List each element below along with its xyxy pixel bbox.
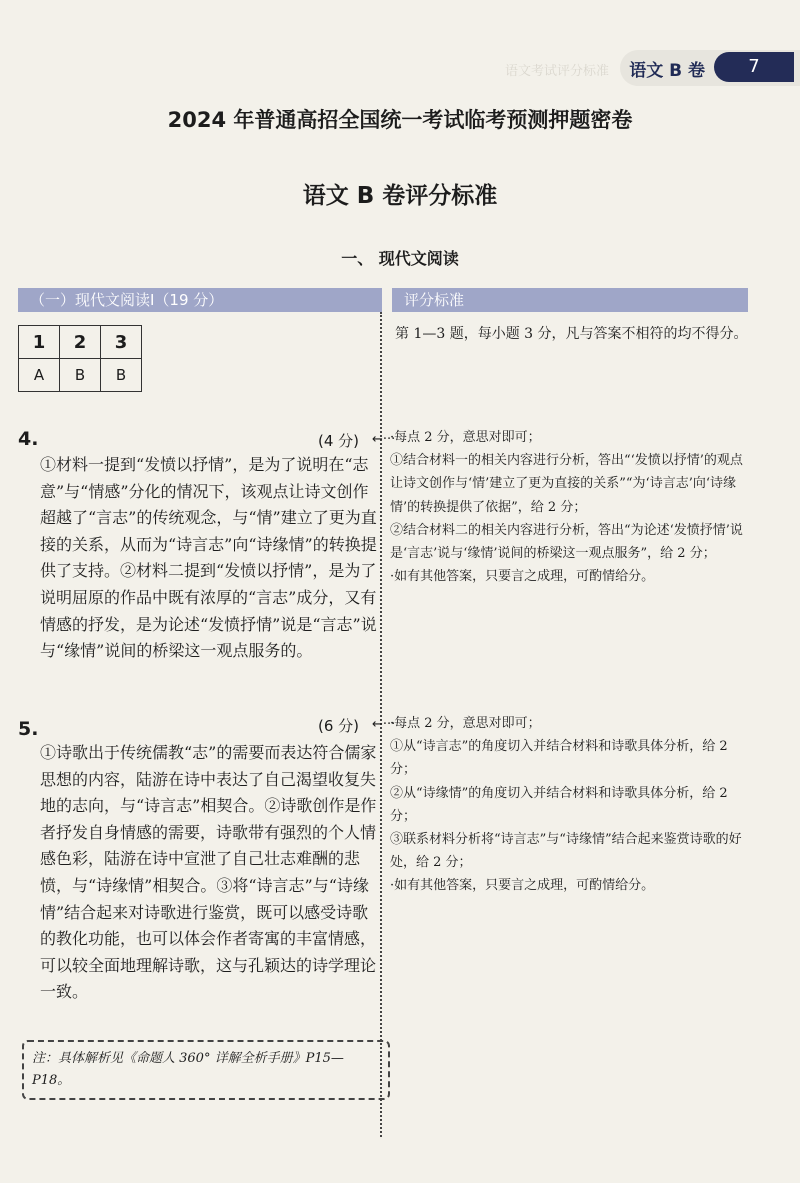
question-number: 2 [60,326,101,359]
question-5-arrow: ←··· [372,717,396,732]
criteria-bar: 评分标准 [392,288,748,312]
exam-title: 2024 年普通高招全国统一考试临考预测押题密卷 [167,108,633,132]
criteria-line: ②从“诗缘情”的角度切入并结合材料和诗歌具体分析，给 2 分； [390,785,728,824]
question-5-criteria [390,712,752,898]
choice-answer-table [18,325,142,392]
scoring-title: 语文 B 卷评分标准 [302,183,498,209]
question-4-points: (4 分) [318,432,360,450]
section-heading: 一、 现代文阅读 [341,249,459,268]
page-number: 7 [714,52,794,82]
criteria-line: ·每点 2 分，意思对即可； [390,716,541,731]
question-4-number: 4. [18,428,39,450]
reading-section-bar: （一）现代文阅读Ⅰ（19 分） [18,288,382,312]
criteria-line: ①从“诗言志”的角度切入并结合材料和诗歌具体分析，给 2 分； [390,739,728,778]
criteria-line: ·每点 2 分，意思对即可； [390,430,541,445]
question-number: 1 [19,326,60,359]
question-4-answer: ①材料一提到“发愤以抒情”，是为了说明在“志意”与“情感”分化的情况下，该观点让诗文创作超越了“言志”的传统观念，与“情”建立了更为直接的关系，从而为“诗言志”向“诗缘情”的转换提供了支持。②材料二提到“发愤以抒情”，是为了说明屈原的作品中既有浓厚的“言志”成分，又有情感的抒发，是为论述“发愤抒情”说是“言志”说与“缘情”说间的桥梁这一观点服务的。 [40,455,377,661]
criteria-line: ·如有其他答案，只要言之成理，可酌情给分。 [390,878,655,894]
criteria-line: ③联系材料分析将“诗言志”与“诗缘情”结合起来鉴赏诗歌的好处，给 2 分； [390,832,742,871]
criteria-line: ①结合材料一的相关内容进行分析，答出“‘发愤以抒情’的观点让诗文创作与‘情’建立了更为直接的关系”“为‘诗言志’向‘诗缘情’的转换提供了依据”，给 2 分； [390,453,743,515]
answer-letter: B [60,359,101,392]
question-4-criteria [390,426,752,588]
question-5-number: 5. [18,718,39,740]
subject-tab-label: 语文 B 卷 [629,61,705,81]
answer-letter: B [101,359,142,392]
reference-footnote: 注：具体解析见《命题人 360° 详解全析手册》P15—P18。 [22,1040,390,1100]
criteria-line: ·如有其他答案，只要言之成理，可酌情给分。 [390,569,655,585]
criteria-line: ②结合材料二的相关内容进行分析，答出“为论述‘发愤抒情’说是‘言志’说与‘缘情’说间的桥梁这一观点服务”，给 2 分； [390,522,743,562]
bleed-through-header: 语文考试评分标准 [505,64,610,79]
question-number: 3 [101,326,142,359]
question-5-answer: ①诗歌出于传统儒教“志”的需要而表达符合儒家思想的内容，陆游在诗中表达了自己渴望收复失地的志向，与“诗言志”相契合。②诗歌创作是作者抒发自身情感的需要，诗歌带有强烈的个人情感色彩，陆游在诗中宣泄了自己壮志难酬的悲愤，与“诗缘情”相契合。③将“诗言志”与“诗缘情”结合起来对诗歌进行鉴赏，既可以感受诗歌的教化功能，也可以体会作者寄寓的丰富情感，可以较全面地理解诗歌，这与孔颖达的诗学理论一致。 [40,743,377,1002]
choice-scoring-note: 第 1—3 题，每小题 3 分，凡与答案不相符的均不得分。 [395,326,748,342]
answer-letter: A [19,359,60,392]
question-4-arrow: ←··· [372,432,396,447]
question-5-points: (6 分) [318,717,360,735]
